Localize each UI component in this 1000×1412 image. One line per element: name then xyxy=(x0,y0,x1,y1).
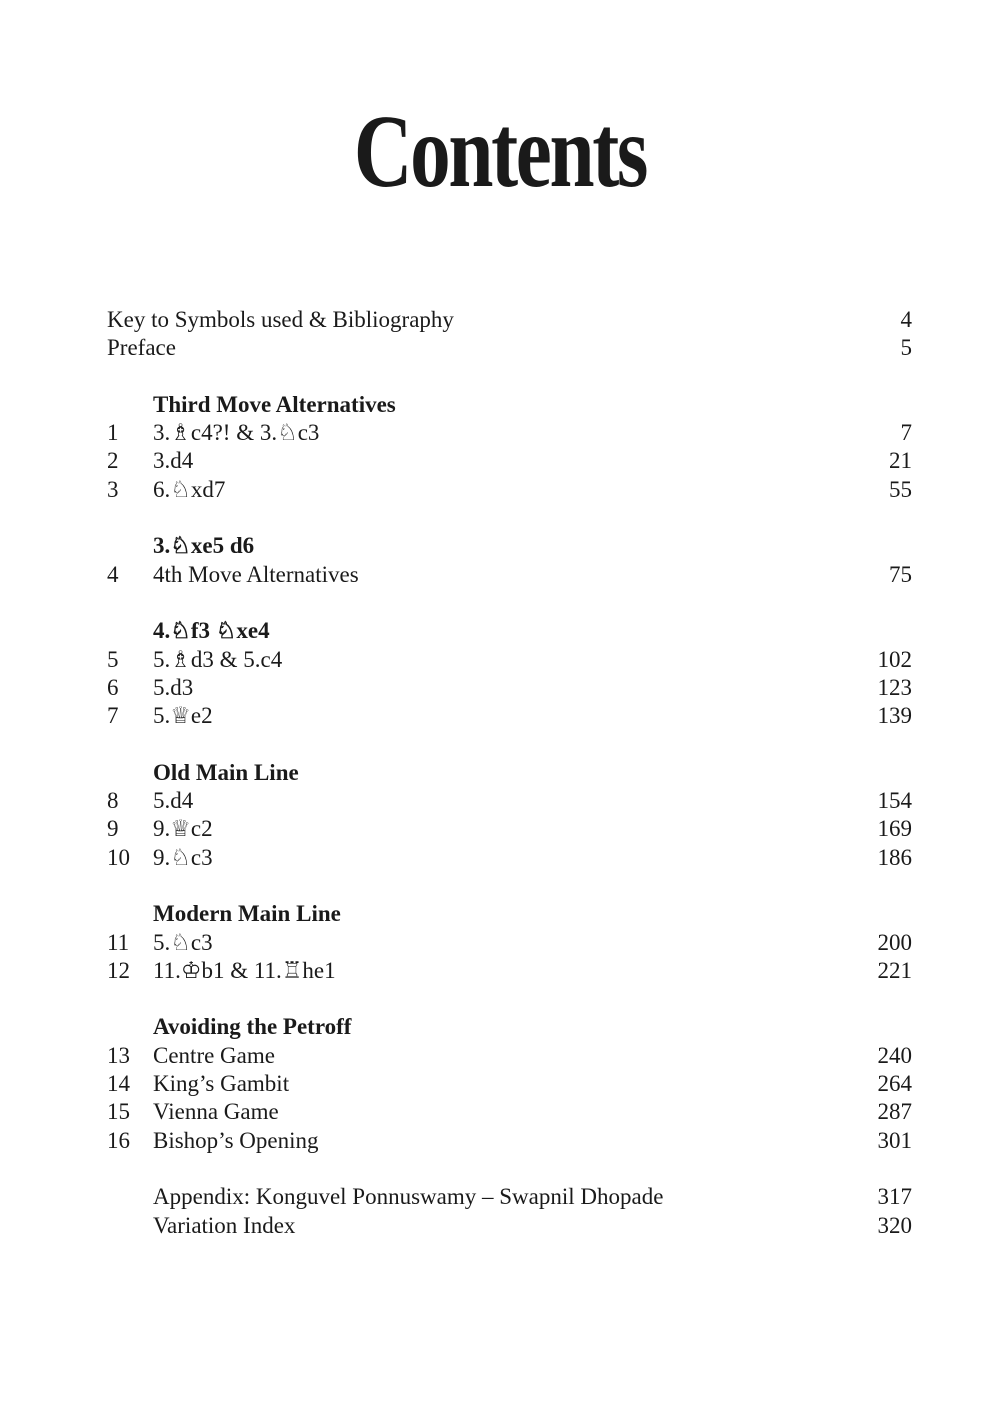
toc-entry[interactable] xyxy=(107,1098,912,1126)
spacer xyxy=(107,1155,912,1183)
table-of-contents xyxy=(107,306,912,1240)
toc-entry[interactable] xyxy=(107,646,912,674)
chapter-number: 15 xyxy=(107,1099,130,1125)
chapter-number: 4 xyxy=(107,561,119,587)
entry-label: Key to Symbols used & Bibliography xyxy=(107,307,454,332)
entry-label: 5.♗d3 & 5.c4 xyxy=(153,646,283,672)
entry-label: 4th Move Alternatives xyxy=(153,561,359,587)
toc-entry[interactable] xyxy=(107,844,912,872)
spacer xyxy=(107,730,912,758)
chapter-number: 1 xyxy=(107,420,119,446)
toc-entry[interactable] xyxy=(107,815,912,843)
entry-label: 5.d3 xyxy=(153,674,194,700)
entry-page: 123 xyxy=(877,674,912,700)
entry-label: Variation Index xyxy=(153,1212,296,1238)
toc-entry[interactable] xyxy=(107,929,912,957)
section-heading-label: 3.♘xe5 d6 xyxy=(153,533,255,559)
toc-entry[interactable] xyxy=(107,1070,912,1098)
chapter-number: 14 xyxy=(107,1071,130,1097)
entry-label: 5.♕e2 xyxy=(153,703,213,729)
entry-label: 3.d4 xyxy=(153,448,194,474)
entry-label: 5.♘c3 xyxy=(153,929,213,955)
section-heading xyxy=(107,391,912,419)
section-heading xyxy=(107,617,912,645)
entry-label: 5.d4 xyxy=(153,788,194,814)
spacer xyxy=(107,589,912,617)
toc-entry-preface[interactable] xyxy=(107,334,912,362)
entry-page: 186 xyxy=(877,844,912,870)
entry-label: 6.♘xd7 xyxy=(153,476,226,502)
chapter-number: 9 xyxy=(107,816,119,842)
entry-page: 320 xyxy=(877,1212,912,1238)
section-heading xyxy=(107,900,912,928)
chapter-number: 6 xyxy=(107,674,119,700)
chapter-number: 2 xyxy=(107,448,119,474)
entry-page: 240 xyxy=(877,1042,912,1068)
section-heading-label: Third Move Alternatives xyxy=(153,391,396,417)
entry-page: 287 xyxy=(877,1099,912,1125)
toc-entry-key-to-symbols[interactable] xyxy=(107,306,912,334)
entry-page: 221 xyxy=(877,957,912,983)
chapter-number: 10 xyxy=(107,844,130,870)
spacer xyxy=(107,504,912,532)
entry-page: 139 xyxy=(877,703,912,729)
entry-page: 301 xyxy=(877,1127,912,1153)
spacer xyxy=(107,872,912,900)
entry-label: Centre Game xyxy=(153,1042,275,1068)
toc-entry-variation-index[interactable] xyxy=(107,1212,912,1240)
toc-entry[interactable] xyxy=(107,447,912,475)
entry-page: 21 xyxy=(889,448,912,474)
toc-entry[interactable] xyxy=(107,702,912,730)
entry-page: 55 xyxy=(889,476,912,502)
entry-page: 7 xyxy=(900,420,912,446)
entry-page: 102 xyxy=(877,646,912,672)
section-heading xyxy=(107,532,912,560)
entry-page: 264 xyxy=(877,1071,912,1097)
toc-entry[interactable] xyxy=(107,787,912,815)
chapter-number: 8 xyxy=(107,788,119,814)
chapter-number: 12 xyxy=(107,957,130,983)
toc-entry-appendix[interactable] xyxy=(107,1183,912,1211)
page-title: Contents xyxy=(353,94,647,209)
entry-page: 4 xyxy=(900,307,912,332)
entry-page: 317 xyxy=(877,1184,912,1210)
chapter-number: 5 xyxy=(107,646,119,672)
entry-label: 11.♔b1 & 11.♖he1 xyxy=(153,957,336,983)
toc-entry[interactable] xyxy=(107,1127,912,1155)
chapter-number: 16 xyxy=(107,1127,130,1153)
spacer xyxy=(107,363,912,391)
section-heading-label: 4.♘f3 ♘xe4 xyxy=(153,618,270,644)
toc-entry[interactable] xyxy=(107,419,912,447)
chapter-number: 3 xyxy=(107,476,119,502)
chapter-number: 11 xyxy=(107,929,130,955)
toc-entry[interactable] xyxy=(107,476,912,504)
toc-entry[interactable] xyxy=(107,1042,912,1070)
toc-entry[interactable] xyxy=(107,561,912,589)
chapter-number: 7 xyxy=(107,703,119,729)
entry-label: Vienna Game xyxy=(153,1099,279,1125)
chapter-number: 13 xyxy=(107,1042,130,1068)
section-heading-label: Old Main Line xyxy=(153,759,299,785)
entry-page: 154 xyxy=(877,788,912,814)
section-heading xyxy=(107,1013,912,1041)
entry-label: King’s Gambit xyxy=(153,1071,290,1097)
entry-label: 9.♘c3 xyxy=(153,844,213,870)
entry-label: Bishop’s Opening xyxy=(153,1127,319,1153)
toc-entry[interactable] xyxy=(107,674,912,702)
spacer xyxy=(107,985,912,1013)
entry-page: 5 xyxy=(900,335,912,361)
entry-page: 200 xyxy=(877,929,912,955)
entry-label: 9.♕c2 xyxy=(153,816,213,842)
section-heading-label: Modern Main Line xyxy=(153,901,341,927)
entry-label: Preface xyxy=(107,335,176,361)
entry-page: 169 xyxy=(877,816,912,842)
section-heading xyxy=(107,759,912,787)
entry-label: Appendix: Konguvel Ponnuswamy – Swapnil Dhopade xyxy=(153,1184,664,1210)
entry-label: 3.♗c4?! & 3.♘c3 xyxy=(153,420,320,446)
toc-entry[interactable] xyxy=(107,957,912,985)
section-heading-label: Avoiding the Petroff xyxy=(153,1014,352,1040)
entry-page: 75 xyxy=(889,561,912,587)
